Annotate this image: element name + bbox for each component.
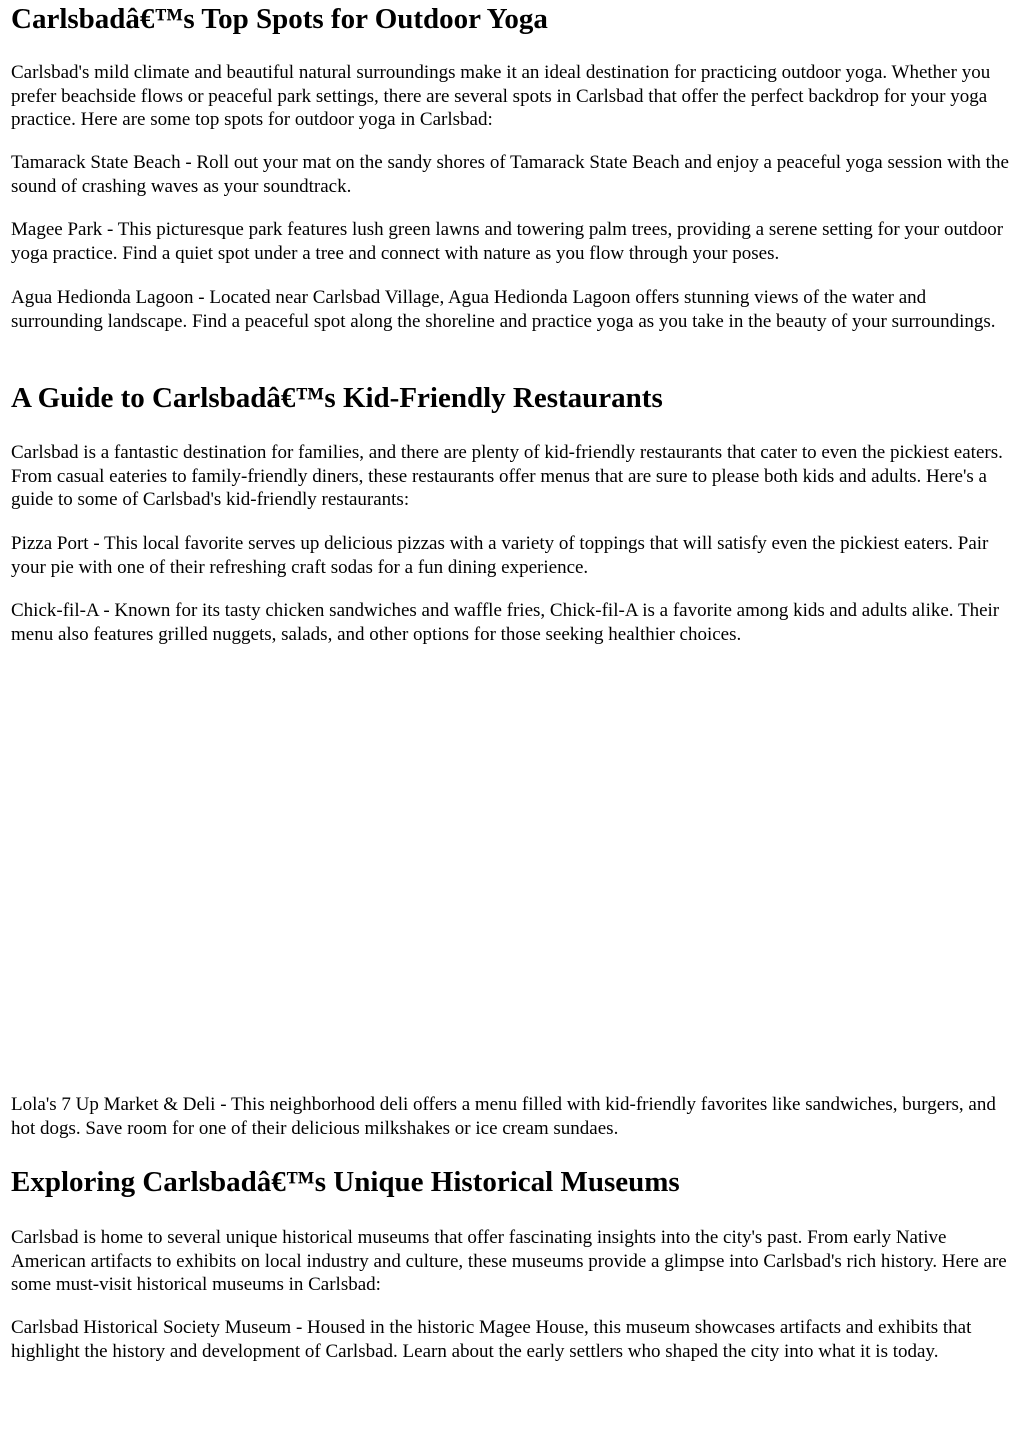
yoga-intro-paragraph: Carlsbad's mild climate and beautiful natural surroundings make it an ideal destination for practicing outdoor yoga. Whether you prefer beachside flows or peaceful park settings, there are several spots in Carlsbad that offer the perfect backdrop for your yoga practice. Here are some top spots for outdoor yoga in Carlsbad: bbox=[11, 62, 991, 130]
restaurant-lolas-deli-paragraph: Lola's 7 Up Market & Deli - This neighborhood deli offers a menu filled with kid-friendly favorites like sandwiches, burgers, and hot dogs. Save room for one of their delicious milkshakes or ice cream sundaes. bbox=[11, 1094, 996, 1139]
museum-historical-society-paragraph: Carlsbad Historical Society Museum - Housed in the historic Magee House, this museum showcases artifacts and exhibits that highlight the history and development of Carlsbad. Learn about the early settlers who shaped the city into what it is today. bbox=[11, 1317, 972, 1362]
restaurants-intro-paragraph: Carlsbad is a fantastic destination for families, and there are plenty of kid-friendly restaurants that cater to even the pickiest eaters. From casual eateries to family-friendly diners, these restaurants offer menus that are sure to please both kids and adults. Here's a guide to some of Carlsbad's kid-friendly restaurants: bbox=[11, 442, 1003, 510]
section-heading-kid-friendly-restaurants: A Guide to Carlsbadâ€™s Kid-Friendly Restaurants bbox=[11, 382, 663, 414]
restaurant-pizza-port-paragraph: Pizza Port - This local favorite serves up delicious pizzas with a variety of toppings that will satisfy even the pickiest eaters. Pair your pie with one of their refreshing craft sodas for a fun dining experience. bbox=[11, 533, 989, 578]
restaurant-chick-fil-a-paragraph: Chick-fil-A - Known for its tasty chicken sandwiches and waffle fries, Chick-fil-A is a favorite among kids and adults alike. Their menu also features grilled nuggets, salads, and other options for those seeking healthier choices. bbox=[11, 600, 1000, 645]
section-heading-outdoor-yoga: Carlsbadâ€™s Top Spots for Outdoor Yoga bbox=[11, 3, 548, 35]
section-heading-historical-museums: Exploring Carlsbadâ€™s Unique Historical Museums bbox=[11, 1166, 680, 1198]
yoga-spot-tamarack-paragraph: Tamarack State Beach - Roll out your mat on the sandy shores of Tamarack State Beach and enjoy a peaceful yoga session with the sound of crashing waves as your soundtrack. bbox=[11, 152, 1009, 197]
museums-intro-paragraph: Carlsbad is home to several unique historical museums that offer fascinating insights into the city's past. From early Native American artifacts to exhibits on local industry and culture, these museums provide a glimpse into Carlsbad's rich history. Here are some must-visit historical museums in Carlsbad: bbox=[11, 1227, 1007, 1295]
yoga-spot-magee-park-paragraph: Magee Park - This picturesque park features lush green lawns and towering palm trees, providing a serene setting for your outdoor yoga practice. Find a quiet spot under a tree and connect with nature as you flow through your poses. bbox=[11, 219, 1004, 264]
yoga-spot-agua-hedionda-paragraph: Agua Hedionda Lagoon - Located near Carlsbad Village, Agua Hedionda Lagoon offers stunning views of the water and surrounding landscape. Find a peaceful spot along the shoreline and practice yoga as you take in the beauty of your surroundings. bbox=[11, 287, 996, 332]
blank-space bbox=[11, 660, 1013, 1080]
